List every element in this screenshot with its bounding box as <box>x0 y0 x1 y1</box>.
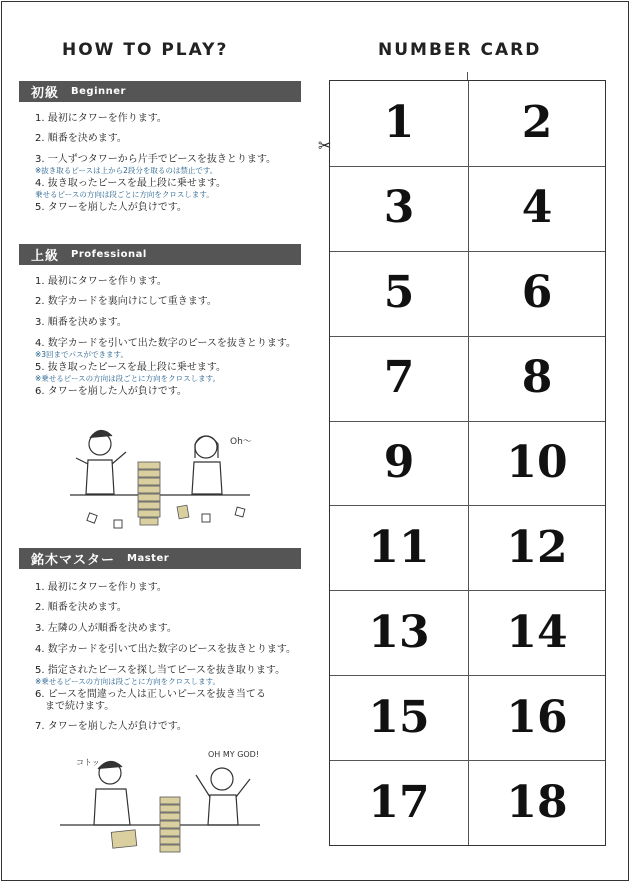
step: 2. 順番を決めます。 <box>35 602 127 613</box>
number-card-grid <box>329 80 606 846</box>
grid-divider-horizontal <box>330 336 605 337</box>
number-card-3: 3 <box>383 182 415 234</box>
section-title-en: Beginner <box>71 86 126 97</box>
step-note: ※乗せるピースの方向は段ごとに方向をクロスします。 <box>35 374 221 383</box>
number-card-14: 14 <box>506 606 568 658</box>
step: 1. 最初にタワーを作ります。 <box>35 113 167 124</box>
grid-divider-horizontal <box>330 421 605 422</box>
step-note: 乗せるピースの方向は段ごとに方向をクロスします。 <box>35 190 214 199</box>
step-note: ※抜き取るピースは上から2段分を取るのは禁止です。 <box>35 166 218 175</box>
step: 4. 抜き取ったピースを最上段に乗せます。 <box>35 178 227 189</box>
grid-divider-horizontal <box>330 590 605 591</box>
how-to-play-title: HOW TO PLAY? <box>62 40 229 60</box>
step-note: ※乗せるピースの方向は段ごとに方向をクロスします。 <box>35 677 221 686</box>
number-card-1: 1 <box>383 97 415 149</box>
steps-master <box>35 582 305 733</box>
players-illustration-bottom <box>60 745 270 857</box>
speech-text-left: コトッ <box>76 758 100 767</box>
steps-beginner <box>35 113 305 214</box>
section-title-jp: 銘木マスター <box>31 553 116 568</box>
number-card-7: 7 <box>383 352 415 404</box>
number-card-18: 18 <box>506 776 568 828</box>
players-illustration-top <box>70 422 260 532</box>
number-card-15: 15 <box>368 691 430 743</box>
speech-text: Oh〜 <box>230 437 252 447</box>
step: 3. 左隣の人が順番を決めます。 <box>35 623 177 634</box>
section-header-professional <box>19 244 301 265</box>
step: 4. 数字カードを引いて出た数字のピースを抜きとります。 <box>35 644 297 655</box>
scissors-icon: ✂ <box>318 136 332 155</box>
number-card-4: 4 <box>521 182 553 234</box>
grid-divider-horizontal <box>330 675 605 676</box>
steps-professional <box>35 276 305 398</box>
number-card-16: 16 <box>506 691 568 743</box>
step: 1. 最初にタワーを作ります。 <box>35 276 167 287</box>
step: 3. 一人ずつタワーから片手でピースを抜きとります。 <box>35 154 277 165</box>
grid-divider-horizontal <box>330 760 605 761</box>
step: まで続けます。 <box>35 701 115 712</box>
step: 2. 数字カードを裏向けにして重きます。 <box>35 296 217 307</box>
step: 7. タワーを崩した人が負けです。 <box>35 721 187 732</box>
number-card-5: 5 <box>383 267 415 319</box>
step: 2. 順番を決めます。 <box>35 133 127 144</box>
grid-divider-horizontal <box>330 505 605 506</box>
number-card-12: 12 <box>506 521 568 573</box>
step: 1. 最初にタワーを作ります。 <box>35 582 167 593</box>
section-title-en: Master <box>127 553 170 564</box>
number-card-10: 10 <box>506 437 568 488</box>
number-card-6: 6 <box>521 267 553 319</box>
number-card-11: 11 <box>368 521 430 573</box>
number-card-17: 17 <box>368 776 430 828</box>
step: 6. タワーを崩した人が負けです。 <box>35 386 187 397</box>
number-card-title: NUMBER CARD <box>378 40 542 60</box>
step: 3. 順番を決めます。 <box>35 317 127 328</box>
grid-divider-horizontal <box>330 251 605 252</box>
step: 5. 抜き取ったピースを最上段に乗せます。 <box>35 362 227 373</box>
step-note: ※3回までパスができます。 <box>35 350 128 359</box>
number-card-9: 9 <box>383 437 415 488</box>
step: 5. 指定されたピースを探し当てピースを抜き取ります。 <box>35 665 286 676</box>
step: 5. タワーを崩した人が負けです。 <box>35 202 187 213</box>
step: 4. 数字カードを引いて出た数字のピースを抜きとります。 <box>35 338 297 349</box>
section-title-jp: 上級 <box>31 249 60 264</box>
number-card-13: 13 <box>368 606 430 658</box>
number-card-2: 2 <box>521 97 553 149</box>
section-header-master <box>19 548 301 569</box>
section-header-beginner <box>19 81 301 102</box>
speech-text-right: OH MY GOD! <box>208 750 260 759</box>
section-title-en: Professional <box>71 249 147 260</box>
step: 6. ピースを間違った人は正しいピースを抜き当てる <box>35 689 266 700</box>
section-title-jp: 初級 <box>31 86 60 101</box>
number-card-8: 8 <box>521 352 553 404</box>
grid-divider-horizontal <box>330 166 605 167</box>
